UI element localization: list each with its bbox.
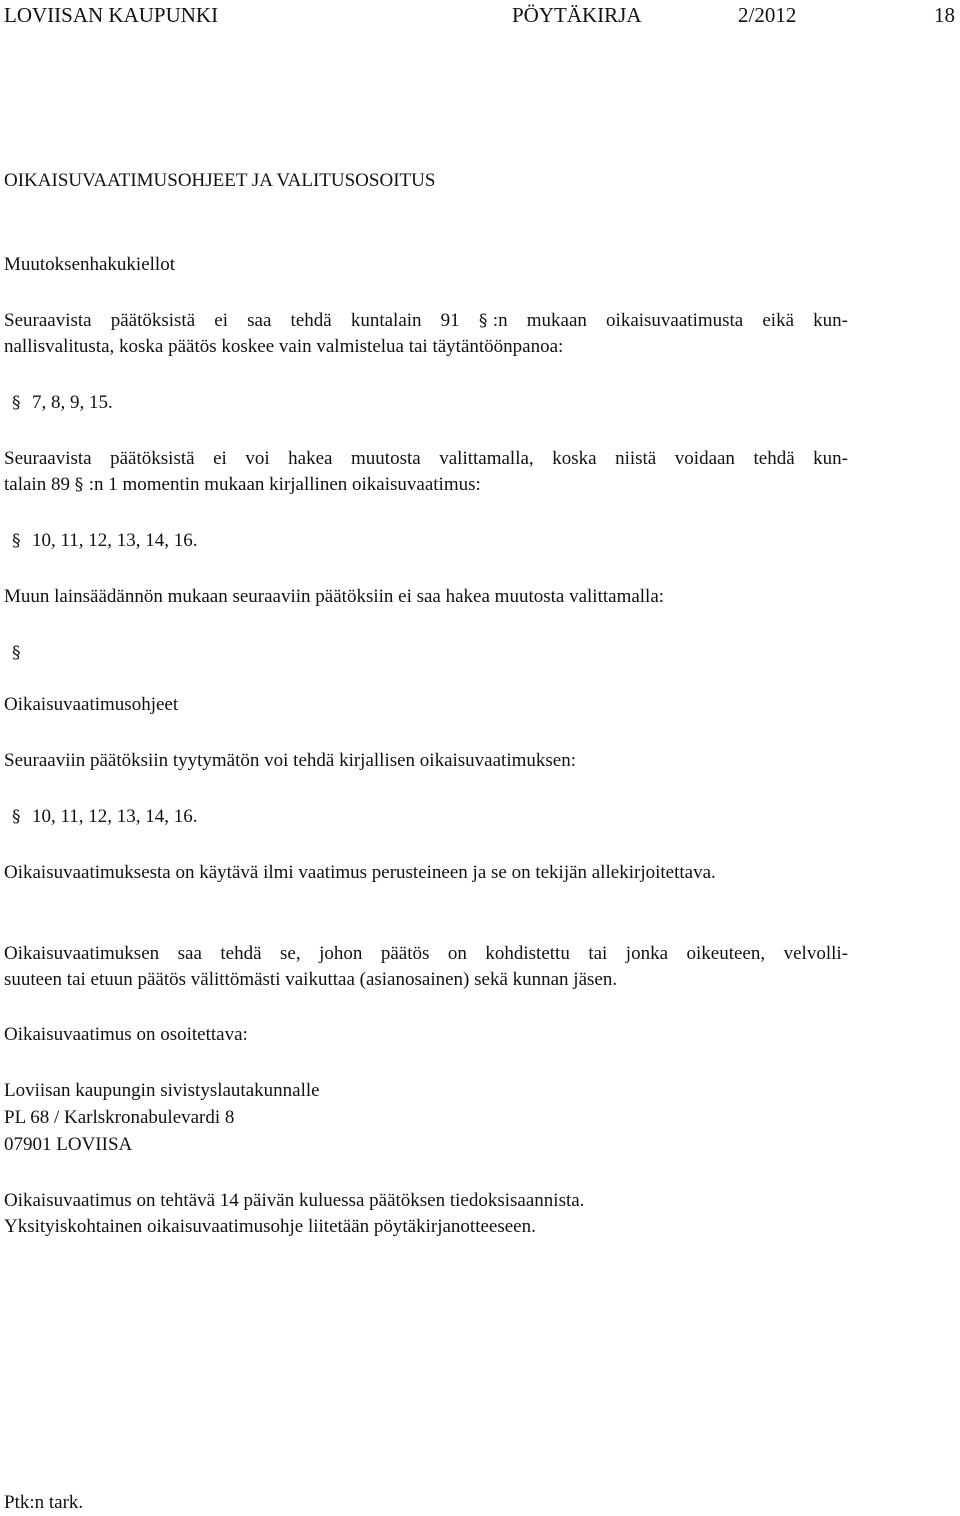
paragraph-deadline: Oikaisuvaatimus on tehtävä 14 päivän kuluessa päätöksen tiedoksisaannista. xyxy=(4,1190,585,1211)
section-numbers: 10, 11, 12, 13, 14, 16. xyxy=(32,530,198,551)
section-sign: § xyxy=(12,807,21,827)
header-doc-type: PÖYTÄKIRJA xyxy=(512,3,642,27)
paragraph-claim-content: Oikaisuvaatimuksesta on käytävä ilmi vaatimus perusteineen ja se on tekijän allekirjoitettava. xyxy=(4,862,716,883)
paragraph-no-appeal-line-2: nallisvalitusta, koska päätös koskee vain valmistelua tai täytäntöönpanoa: xyxy=(4,336,564,357)
paragraph-text: talain 89 xyxy=(4,474,75,495)
footer-minutes-check: Ptk:n tark. xyxy=(4,1492,84,1513)
section-sign: § xyxy=(478,311,488,331)
section-numbers: 7, 8, 9, 15. xyxy=(32,392,113,413)
address-line-1: Loviisan kaupungin sivistyslautakunnalle xyxy=(4,1080,320,1101)
section-list-empty xyxy=(12,640,32,666)
header-page-number: 18 xyxy=(934,3,955,27)
paragraph-dissatisfied: Seuraaviin päätöksiin tyytymätön voi tehdä kirjallisen oikaisuvaatimuksen: xyxy=(4,750,576,771)
address-line-3: 07901 LOVIISA xyxy=(4,1134,133,1155)
section-list-2 xyxy=(12,528,198,554)
header-org: LOVIISAN KAUPUNKI xyxy=(4,3,219,27)
header-doc-number: 2/2012 xyxy=(738,3,797,27)
paragraph-text: Seuraavista päätöksistä ei saa tehdä kuntalain 91 xyxy=(4,310,479,331)
paragraph-claim-line-1: Seuraavista päätöksistä ei voi hakea muutosta valittamalla, koska niistä voidaan tehdä kun- xyxy=(4,448,848,469)
document-title: OIKAISUVAATIMUSOHJEET JA VALITUSOSOITUS xyxy=(4,170,436,191)
paragraph-no-appeal-line-1 xyxy=(4,308,848,334)
paragraph-who-may-claim-line-1: Oikaisuvaatimuksen saa tehdä se, johon päätös on kohdistettu tai jonka oikeuteen, velvolli- xyxy=(4,943,848,964)
address-line-2: PL 68 / Karlskronabulevardi 8 xyxy=(4,1107,235,1128)
paragraph-addressed-to: Oikaisuvaatimus on osoitettava: xyxy=(4,1024,248,1045)
paragraph-attachment: Yksityiskohtainen oikaisuvaatimusohje liitetään pöytäkirjanotteeseen. xyxy=(4,1216,536,1237)
section-sign: § xyxy=(12,643,21,663)
paragraph-other-legislation: Muun lainsäädännön mukaan seuraaviin päätöksiin ei saa hakea muutosta valittamalla: xyxy=(4,586,665,607)
section-numbers: 10, 11, 12, 13, 14, 16. xyxy=(32,806,198,827)
paragraph-text: :n 1 momentin mukaan kirjallinen oikaisuvaatimus: xyxy=(88,474,481,495)
heading-appeal-bans: Muutoksenhakukiellot xyxy=(4,254,175,275)
paragraph-who-may-claim-line-2: suuteen tai etuun päätös välittömästi vaikuttaa (asianosainen) sekä kunnan jäsen. xyxy=(4,969,618,990)
paragraph-text: :n mukaan oikaisuvaatimusta eikä kun- xyxy=(492,310,848,331)
section-list-1 xyxy=(12,390,113,416)
section-list-3 xyxy=(12,804,198,830)
section-sign: § xyxy=(12,531,21,551)
paragraph-claim-line-2 xyxy=(4,472,481,498)
heading-claim-instructions: Oikaisuvaatimusohjeet xyxy=(4,694,179,715)
section-sign: § xyxy=(12,393,21,413)
section-sign: § xyxy=(74,475,84,495)
